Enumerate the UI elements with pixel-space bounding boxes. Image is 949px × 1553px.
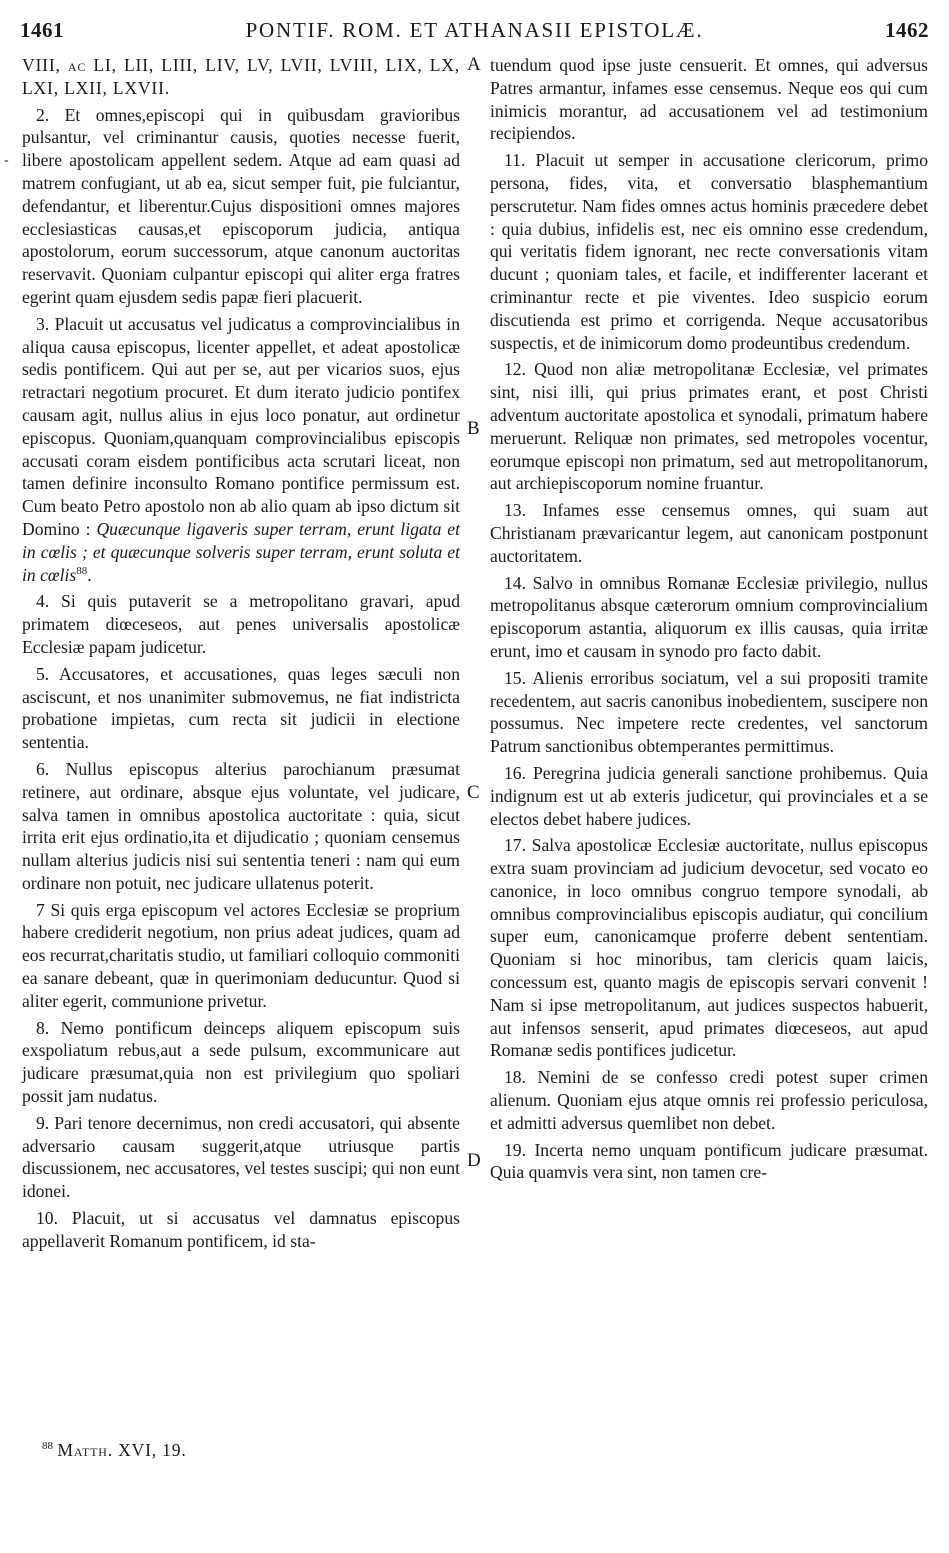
paragraph-12: 12. Quod non aliæ metropolitanæ Ecclesiæ, vel primates sint, nisi illi, qui prius primates erant, et post Christi adventum auctoritate apostolica et synodali, primatum habere meruerunt. Reliquæ non primates, sed metropoles vocentur, eorumque episcopi non primatum, sed aut metropolitanorum, aut archiepiscoporum nomine fruantur. xyxy=(490,359,928,494)
margin-dash: - xyxy=(4,153,9,168)
paragraph-3 xyxy=(22,313,460,587)
margin-letter-a: A xyxy=(467,54,481,75)
paragraph-8: 8. Nemo pontificum deinceps aliquem episcopum suis exspoliatum rebus,aut a sede pulsum, excommunicare aut judicare præsumat,quia non est privilegium quo spoliari possit jam nudatus. xyxy=(22,1017,460,1107)
footnote-number: 88 xyxy=(42,1440,53,1453)
paragraph-11: 11. Placuit ut semper in accusatione clericorum, primo persona, fides, vita, et conversatio blasphemantium perscrutetur. Nam fides omnes actus hominis præcedere debet : quia dubius, infidelis est, nec eis omnino esse credendum, qui veritatis fidem ignorant, nec recte conversationis vitam ducunt ; quoniam tales, et facile, et indifferenter lacerant et criminantur recte et pie viventes. Ideo suspicio eorum discutienda est primo et corrigenda. Neque accusatoribus suspectis, et de inimicorum domo prodeuntibus credendum. xyxy=(490,150,928,353)
paragraph-19: 19. Incerta nemo unquam pontificum judicare præsumat. Quia quamvis vera sint, non tamen cre- xyxy=(490,1139,928,1183)
paragraph-3-text: 3. Placuit ut accusatus vel judicatus a comprovincialibus in aliqua causa episcopus, licenter appellet, et adeat apostolicæ sedis pontificem. Qui aut per se, aut per vicarios suos, ejus retractari negotium procuret. Et dum iterato judicio pontifex causam agit, nullus alius in ejus loco ponatur, aut ordinetur episcopus. Quoniam,quanquam comprovincialibus episcopis accusati coram eisdem pontificibus acta scrutari liceat, non tamen definire inconsulto Romano pontifice permissum est. Cum beato Petro apostolo non ab alio quam ab ipso dictum sit Domino : xyxy=(22,313,460,539)
footnote-text: Matth. XVI, 19. xyxy=(57,1440,187,1460)
paragraph-9: 9. Pari tenore decernimus, non credi accusatori, qui absente adversario causam suggerit,atque utriusque partis discussionem, nec accusatores, vel testes suscipi; qui non eunt idonei. xyxy=(22,1112,460,1202)
margin-letter-c: C xyxy=(467,782,480,803)
paragraph-4: 4. Si quis putaverit se a metropolitano gravari, apud primatem diœceseos, aut penes universalis apostolicæ Ecclesiæ papam judicetur. xyxy=(22,591,460,657)
paragraph-18: 18. Nemini de se confesso credi potest super crimen alienum. Quoniam ejus atque omnis rei professio periculosa, et admitti adversus quemlibet non debet. xyxy=(490,1067,928,1133)
running-title: PONTIF. ROM. ET ATHANASII EPISTOLÆ. xyxy=(245,18,704,42)
paragraph-7: 7 Si quis erga episcopum vel actores Ecclesiæ se proprium habere crediderit negotium, non prius adeat judices, quam ad eos recurrat,charitatis studio, ut familiari colloquio commoniti ea sanare debeant, quæ in querimoniam deducuntur. Quod si aliter egerit, communione privetur. xyxy=(22,899,460,1011)
margin-letter-d: D xyxy=(467,1150,481,1171)
paragraph-10: 10. Placuit, ut si accusatus vel damnatus episcopus appellaverit Romanum pontificem, id sta- xyxy=(22,1208,460,1251)
paragraph-16: 16. Peregrina judicia generali sanctione prohibemus. Quia indignum est ut ab exteris judicetur, qui provinciales et a se electos debet habere judices. xyxy=(490,762,928,829)
left-column xyxy=(22,54,460,1257)
paragraph-2: 2. Et omnes,episcopi qui in quibusdam gravioribus pulsantur, vel criminantur causis, quoties necesse fuerit, libere apostolicam appellent sedem. Atque ad eam quasi ad matrem confugiant, ut ab ea, sicut semper fuit, pie fulciantur, defendantur, et liberentur.Cujus dispositioni omnes majores ecclesiasticas causas,et episcoporum judicia, antiqua apostolorum, eorum successorum, atque canonum auctoritas reservavit. Quoniam culpantur episcopi qui aliter erga fratres egerint quam ejusdem sedis papæ fieri placuerit. xyxy=(22,104,460,307)
scripture-quote: Quæcunque ligaveris super terram, erunt ligata et in cœlis ; et quæcunque solveris super terram, erunt soluta et in cœlis xyxy=(22,518,461,585)
canon-reference-list: VIII, ac LI, LII, LIII, LIV, LV, LVII, LVIII, LIX, LX, LXI, LXII, LXVII. xyxy=(22,55,460,98)
left-column-number: 1461 xyxy=(20,18,64,42)
margin-letter-b: B xyxy=(467,418,480,439)
footnote xyxy=(42,1440,187,1461)
paragraph-5: 5. Accusatores, et accusationes, quas leges sæculi non asciscunt, et nos unanimiter submovemus, ne fiat indistricta probatione impietas, cum recta sit judicii in electione sententia. xyxy=(22,663,460,753)
page-header xyxy=(0,12,949,46)
footnote-marker: 88 xyxy=(76,564,88,577)
paragraph-3-end: . xyxy=(87,564,92,585)
right-column xyxy=(490,54,928,1188)
paragraph-10-continued: tuendum quod ipse juste censuerit. Et omnes, qui adversus Patres armantur, infames esse censemus. Neque eos qui cum inimicis morantur, ad accusationem vel ad testimonium recipiendos. xyxy=(490,55,928,144)
paragraph-15: 15. Alienis erroribus sociatum, vel a sui propositi tramite recedentem, aut sacris canonibus inobedientem, suscipere non possumus. Nec impetere recte credentes, vel sanctorum Patrum sanctionibus obtemperantes permittimus. xyxy=(490,667,928,757)
right-column-number: 1462 xyxy=(885,18,929,42)
paragraph-13: 13. Infames esse censemus omnes, qui suam aut Christianam prævaricantur legem, aut canonicam postponunt auctoritatem. xyxy=(490,500,928,566)
paragraph-14: 14. Salvo in omnibus Romanæ Ecclesiæ privilegio, nullus metropolitanus absque cæterorum omnium comprovincialium episcoporum astantia, aliquorum ex illis causas, quia irritæ erunt, imo et causam in synodo pro facto dabit. xyxy=(490,572,928,661)
paragraph-17: 17. Salva apostolicæ Ecclesiæ auctoritate, nullus episcopus extra suam provinciam ad judicium devocetur, sed vocato eo canonice, in loco omnibus congruo tempore synodali, ab omnibus comprovincialibus episcopis audiatur, qui concilium super eum, canonicamque proferre debent sententiam. Quoniam si hoc minoribus, tam clericis quam laicis, concessum est, quanto magis de episcopis servari convenit ! Nam si ipse metropolitanum, aut judices suspectos habuerit, aut infensos senserit, apud primates diœceseos, aut apud Romanæ sedis pontifices judicetur. xyxy=(490,835,928,1061)
paragraph-6: 6. Nullus episcopus alterius parochianum præsumat retinere, aut ordinare, absque ejus voluntate, vel judicare, salva tamen in omnibus apostolica auctoritate : quia, sicut irrita erit ejus ordinatio,ita et dijudicatio ; quoniam censemus nullam alterius judicis nisi sui sententia teneri : nam qui eum ordinare non potuit, nec judicare ullatenus poterit. xyxy=(22,758,460,893)
